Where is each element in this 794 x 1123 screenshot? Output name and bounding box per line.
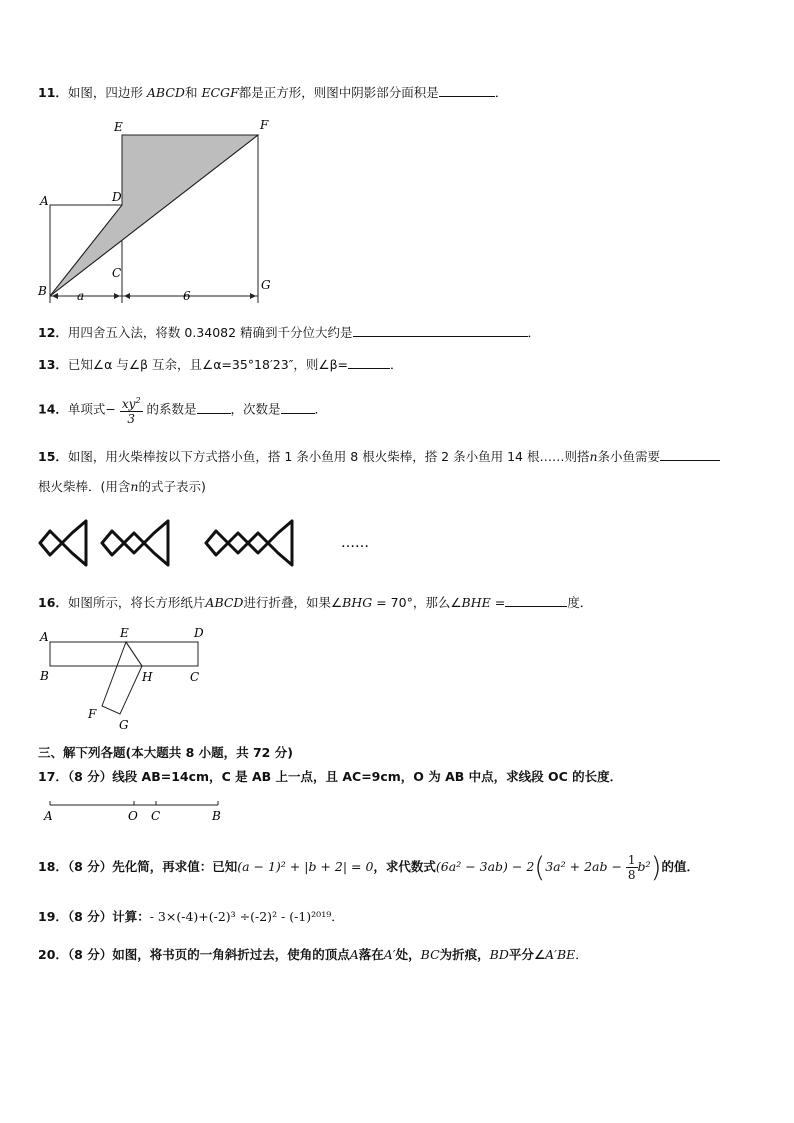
equals: = — [490, 595, 506, 610]
label-e: E — [120, 626, 129, 640]
math-ecgf: ECGF — [201, 85, 239, 100]
question-number: 15． — [38, 449, 68, 464]
math-a: A — [349, 947, 359, 962]
figure-line-segment — [38, 796, 238, 824]
period: ． — [390, 357, 403, 372]
label-d: D — [194, 626, 204, 640]
section-heading: 三、解下列各题(本大题共 8 小题，共 72 分) — [38, 745, 293, 760]
math-n: n — [130, 479, 139, 494]
question-number: 12． — [38, 325, 68, 340]
label-a: A — [40, 194, 49, 208]
label-six: 6 — [183, 289, 191, 303]
answer-blank[interactable] — [505, 592, 567, 607]
figure-squares — [30, 115, 290, 310]
calculation-expression: - 3×(-4)+(-2)³ ÷(-2)² - (-1)²⁰¹⁹ — [149, 909, 332, 924]
question-number: 20． — [38, 947, 68, 962]
label-e: E — [114, 120, 123, 134]
question-text-end: 的值． — [661, 859, 700, 874]
minus-sign: − — [105, 401, 116, 417]
exponent: 2 — [135, 396, 141, 405]
label-a-length: a — [77, 289, 85, 303]
question-15-line1 — [38, 446, 720, 466]
question-text-3: = 70°，那么∠ — [372, 595, 462, 610]
text-and: 和 — [184, 85, 198, 100]
label-f: F — [260, 118, 269, 132]
expression-part-1: (6a² − 3ab) − 2 — [435, 859, 535, 874]
expression-part-3: b² — [637, 859, 651, 874]
label-b: B — [212, 809, 221, 823]
question-text: 如图所示，将长方形纸片 — [67, 595, 206, 610]
numerator: 1 — [627, 853, 636, 867]
text-coefficient: 的系数是 — [146, 401, 197, 417]
math-a-prime: A′ — [383, 947, 396, 962]
left-paren: ( — [534, 850, 546, 884]
answer-blank[interactable] — [660, 446, 720, 461]
question-text-2: 落在 — [358, 947, 384, 962]
label-c: C — [112, 266, 122, 280]
expression-part-2: 3a² + 2ab − — [545, 859, 626, 874]
question-number: 17． — [38, 769, 68, 784]
question-text-end: 度． — [567, 595, 593, 610]
math-abcd: ABCD — [146, 85, 185, 100]
question-text-3: 根火柴棒．(用含 — [38, 479, 131, 494]
question-text-4: 为折痕， — [439, 947, 490, 962]
question-number: 16． — [38, 595, 68, 610]
question-text-rest: 都是正方形，则图中阴影部分面积是 — [238, 85, 439, 100]
math-bc: BC — [420, 947, 440, 962]
question-text: （8 分）如图，将书页的一角斜折过去，使角的顶点 — [67, 947, 350, 962]
question-13 — [38, 354, 403, 374]
question-text-3: 处， — [395, 947, 421, 962]
label-c: C — [190, 670, 200, 684]
question-text-5: 平分∠ — [508, 947, 546, 962]
label-a: A — [40, 630, 49, 644]
question-text-2: ，求代数式 — [373, 859, 436, 874]
answer-blank-1[interactable] — [197, 399, 231, 414]
label-d: D — [112, 190, 122, 204]
question-20 — [38, 946, 588, 964]
math-bhe: BHE — [461, 595, 491, 610]
question-14 — [38, 394, 327, 426]
question-text-2: 进行折叠，如果∠ — [243, 595, 343, 610]
math-abcd: ABCD — [205, 595, 244, 610]
figure-folded-rectangle — [34, 622, 224, 737]
question-text: （8 分）线段 AB=14cm，C 是 AB 上一点，且 AC=9cm，O 为 AB 中点，求线段 OC 的长度． — [67, 769, 623, 784]
math-bhg: BHG — [342, 595, 373, 610]
answer-blank[interactable] — [348, 354, 390, 369]
denominator: 3 — [127, 412, 136, 426]
question-text-4: 的式子表示) — [138, 479, 206, 494]
ellipsis: …… — [341, 535, 369, 551]
question-text: 如图，四边形 — [67, 85, 143, 100]
question-12 — [38, 322, 540, 342]
question-text: 单项式 — [67, 401, 106, 417]
math-n: n — [589, 449, 598, 464]
question-text: （8 分）计算： — [67, 909, 150, 924]
question-number: 13． — [38, 357, 68, 372]
period: ． — [527, 325, 541, 340]
condition-expression: (a − 1)² + |b + 2| = 0 — [237, 859, 374, 874]
question-15-line2 — [38, 478, 206, 496]
period: ． — [314, 401, 328, 417]
question-text: 用四舍五入法，将数 0.34082 精确到千分位大约是 — [67, 325, 353, 340]
fraction — [626, 853, 638, 882]
answer-blank-2[interactable] — [281, 399, 315, 414]
question-number: 14． — [38, 401, 68, 417]
question-number: 11． — [38, 85, 68, 100]
label-b: B — [40, 669, 49, 683]
label-c: C — [151, 809, 161, 823]
period: ． — [494, 85, 508, 100]
right-paren: ) — [650, 850, 662, 884]
question-11 — [38, 82, 507, 102]
fraction — [120, 394, 143, 426]
question-19 — [38, 908, 344, 926]
question-18 — [38, 850, 699, 884]
question-number: 19． — [38, 909, 68, 924]
question-text: 如图，用火柴棒按以下方式搭小鱼，搭 1 条小鱼用 8 根火柴棒，搭 2 条小鱼用 14 根……则搭 — [67, 449, 590, 464]
answer-blank[interactable] — [439, 82, 495, 97]
denominator: 8 — [627, 868, 636, 882]
period: ． — [331, 909, 344, 924]
question-text: 已知∠α 与∠β 互余，且∠α=35°18′23″，则∠β= — [67, 357, 349, 372]
figure-matchstick-fish — [36, 515, 396, 570]
math-bd: BD — [489, 947, 509, 962]
question-text-2: 条小鱼需要 — [597, 449, 661, 464]
label-o: O — [128, 809, 138, 823]
question-text: （8 分）先化简，再求值：已知 — [67, 859, 238, 874]
period: ． — [575, 947, 588, 962]
math-angle: A′BE — [545, 947, 576, 962]
label-b: B — [38, 284, 47, 298]
label-a: A — [44, 809, 53, 823]
numerator: xy — [121, 397, 136, 411]
label-g: G — [261, 278, 271, 292]
question-17 — [38, 768, 622, 786]
label-g: G — [119, 718, 129, 732]
question-number: 18． — [38, 859, 68, 874]
question-16 — [38, 592, 592, 612]
label-h: H — [142, 670, 153, 684]
text-degree: ，次数是 — [230, 401, 281, 417]
answer-blank[interactable] — [353, 322, 528, 337]
label-f: F — [88, 707, 97, 721]
